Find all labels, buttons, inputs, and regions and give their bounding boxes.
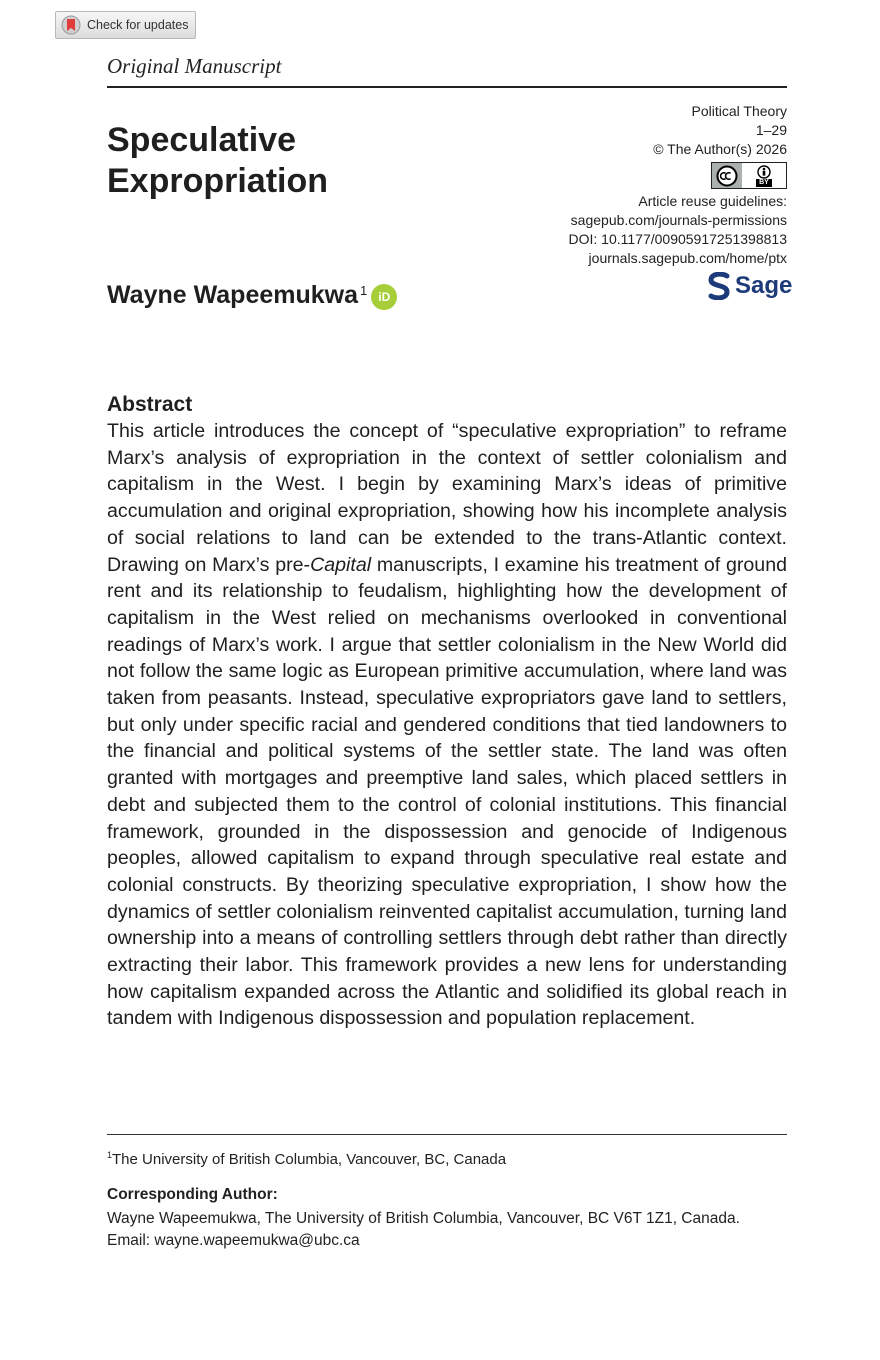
journal-name: Political Theory (691, 103, 787, 119)
abstract-heading: Abstract (107, 393, 193, 416)
title-line-1: Speculative (107, 121, 296, 159)
affiliation-text: The University of British Columbia, Vancouver, BC, Canada (112, 1151, 507, 1168)
abstract-italic-term: Capital (310, 553, 372, 576)
creative-commons-icon (716, 165, 738, 187)
author-name: Wayne Wapeemukwa (107, 281, 359, 309)
sage-wordmark: Sage (735, 272, 793, 299)
journal-info (653, 102, 787, 159)
doi-link[interactable]: DOI: 10.1177/00905917251398813 (568, 231, 787, 247)
sage-s-icon (708, 272, 730, 300)
abstract-text-part-1: This article introduces the concept of “speculative expropriation” to reframe Marx’s analysis of expropriation in the context of settler colonialism and capitalism in the West. I begin by examining Marx’s ideas of primitive accumulation and original expropriation, showing how his incomplete analysis of social relations to land can be extended to the trans-Atlantic context. Drawing on Marx’s pre- (107, 420, 787, 576)
corresponding-author-label: Corresponding Author: (107, 1186, 278, 1203)
orcid-icon[interactable]: iD (371, 284, 397, 310)
journal-homepage-link[interactable]: journals.sagepub.com/home/ptx (588, 250, 787, 266)
reuse-guidelines (569, 192, 788, 268)
page-range: 1–29 (755, 122, 787, 138)
author-byline (107, 281, 397, 310)
footnote-divider (107, 1134, 787, 1135)
check-for-updates-button[interactable] (55, 11, 196, 39)
crossmark-icon (61, 15, 81, 35)
cc-by-license-badge[interactable] (711, 162, 787, 189)
abstract-text (107, 418, 787, 1032)
title-line-2: Expropriation (107, 162, 329, 200)
attribution-icon (757, 165, 771, 179)
cc-by-label: BY (756, 179, 772, 187)
corresponding-address: Wayne Wapeemukwa, The University of British Columbia, Vancouver, BC V6T 1Z1, Canada. (107, 1210, 740, 1227)
header-divider (107, 86, 787, 88)
copyright: © The Author(s) 2026 (653, 141, 787, 157)
affiliation-marker: 1 (107, 1150, 113, 1160)
check-for-updates-label: Check for updates (87, 18, 189, 32)
guidelines-label: Article reuse guidelines: (638, 193, 787, 209)
permissions-link[interactable]: sagepub.com/journals-permissions (570, 212, 787, 228)
abstract-text-part-2: manuscripts, I examine his treatment of ground rent and its relationship to feudalism, highlighting how the development of capitalism in the West relied on mechanisms overlooked in conventional readings of Marx’s work. I argue that settler colonialism in the New World did not follow the same logic as European primitive accumulation, where land was taken from peasants. Instead, speculative expropriators gave land to settlers, but only under specific racial and gendered conditions that tied landowners to the financial and political systems of the settler state. The land was often granted with mortgages and preemptive land sales, which placed settlers in debt and subjected them to the control of colonial institutions. This financial framework, grounded in the dispossession and genocide of Indigenous peoples, allowed capitalism to expand through speculative real estate and colonial constructs. By theorizing speculative expropriation, I show how the dynamics of settler colonialism reinvented capitalist accumulation, turning land ownership into a means of controlling settlers through debt rather than directly extracting their labor. This framework provides a new lens for understanding how capitalism expanded across the Atlantic and solidified its global reach in tandem with Indigenous dispossession and population replacement. (107, 553, 787, 1030)
corresponding-email[interactable]: Email: wayne.wapeemukwa@ubc.ca (107, 1232, 360, 1249)
corresponding-author-details (107, 1208, 740, 1252)
author-affiliation-marker: 1 (360, 283, 368, 298)
running-head: Original Manuscript (107, 54, 282, 78)
author-affiliation (107, 1150, 506, 1168)
sage-logo (708, 272, 792, 300)
article-title (107, 120, 527, 202)
